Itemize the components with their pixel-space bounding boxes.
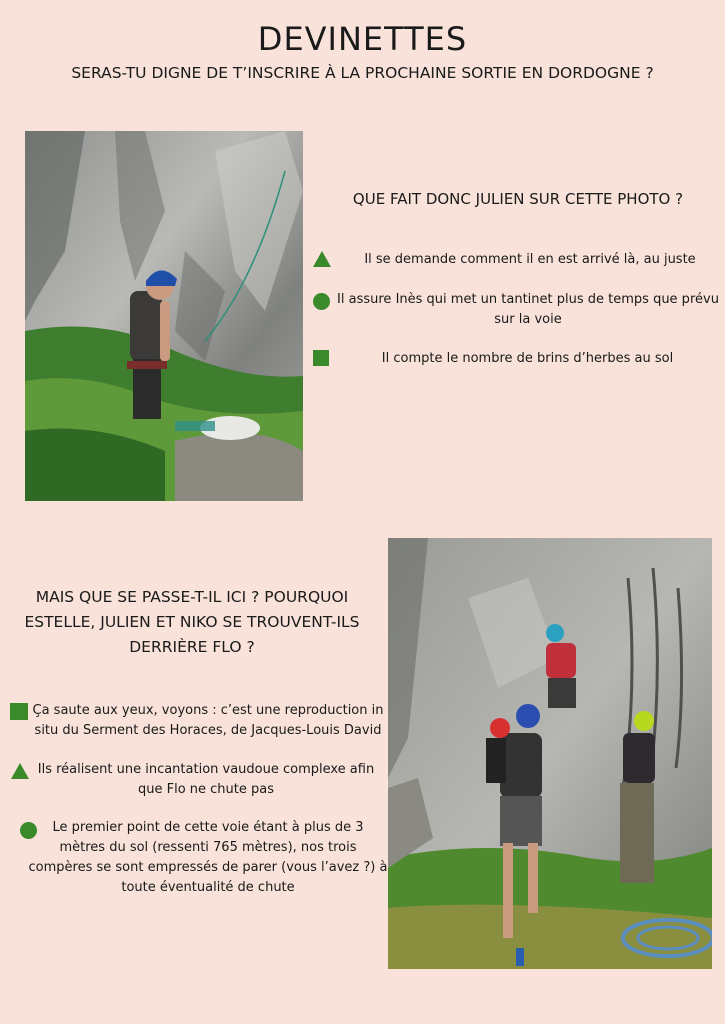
- square-icon: [10, 703, 28, 720]
- triangle-icon: [313, 251, 331, 267]
- triangle-icon: [11, 763, 29, 779]
- quiz1-option-1[interactable]: Il se demande comment il en est arrivé là, au juste: [364, 252, 696, 267]
- circle-icon: [313, 293, 330, 310]
- page-title: DEVINETTES: [257, 20, 468, 58]
- photo-julien-belaying: [25, 131, 303, 501]
- quiz2-option-2[interactable]: Ils réalisent une incantation vaudoue complexe afin que Flo ne chute pas: [37, 762, 375, 797]
- quiz1-question: QUE FAIT DONC JULIEN SUR CETTE PHOTO ?: [352, 190, 684, 208]
- quiz2-question: MAIS QUE SE PASSE-T-IL ICI ? POURQUOI ESTELLE, JULIEN ET NIKO SE TROUVENT-ILS DERRIÈRE FLO ?: [24, 588, 360, 656]
- page-subtitle: SERAS-TU DIGNE DE T’INSCRIRE À LA PROCHAINE SORTIE EN DORDOGNE ?: [71, 64, 654, 82]
- photo-spotting-flo: [388, 538, 712, 969]
- quiz2-option-1[interactable]: Ça saute aux yeux, voyons : c’est une reproduction in situ du Serment des Horaces, de Jacques-Louis David: [32, 703, 384, 738]
- square-icon: [313, 350, 329, 366]
- quiz1-option-3[interactable]: Il compte le nombre de brins d’herbes au sol: [381, 351, 674, 366]
- quiz1-option-2[interactable]: Il assure Inès qui met un tantinet plus de temps que prévu sur la voie: [337, 292, 719, 327]
- quiz2-option-3[interactable]: Le premier point de cette voie étant à plus de 3 mètres du sol (ressenti 765 mètres), nos trois compères se sont empressés de parer (vous l’avez ?) à toute éventualité de chute: [28, 820, 388, 895]
